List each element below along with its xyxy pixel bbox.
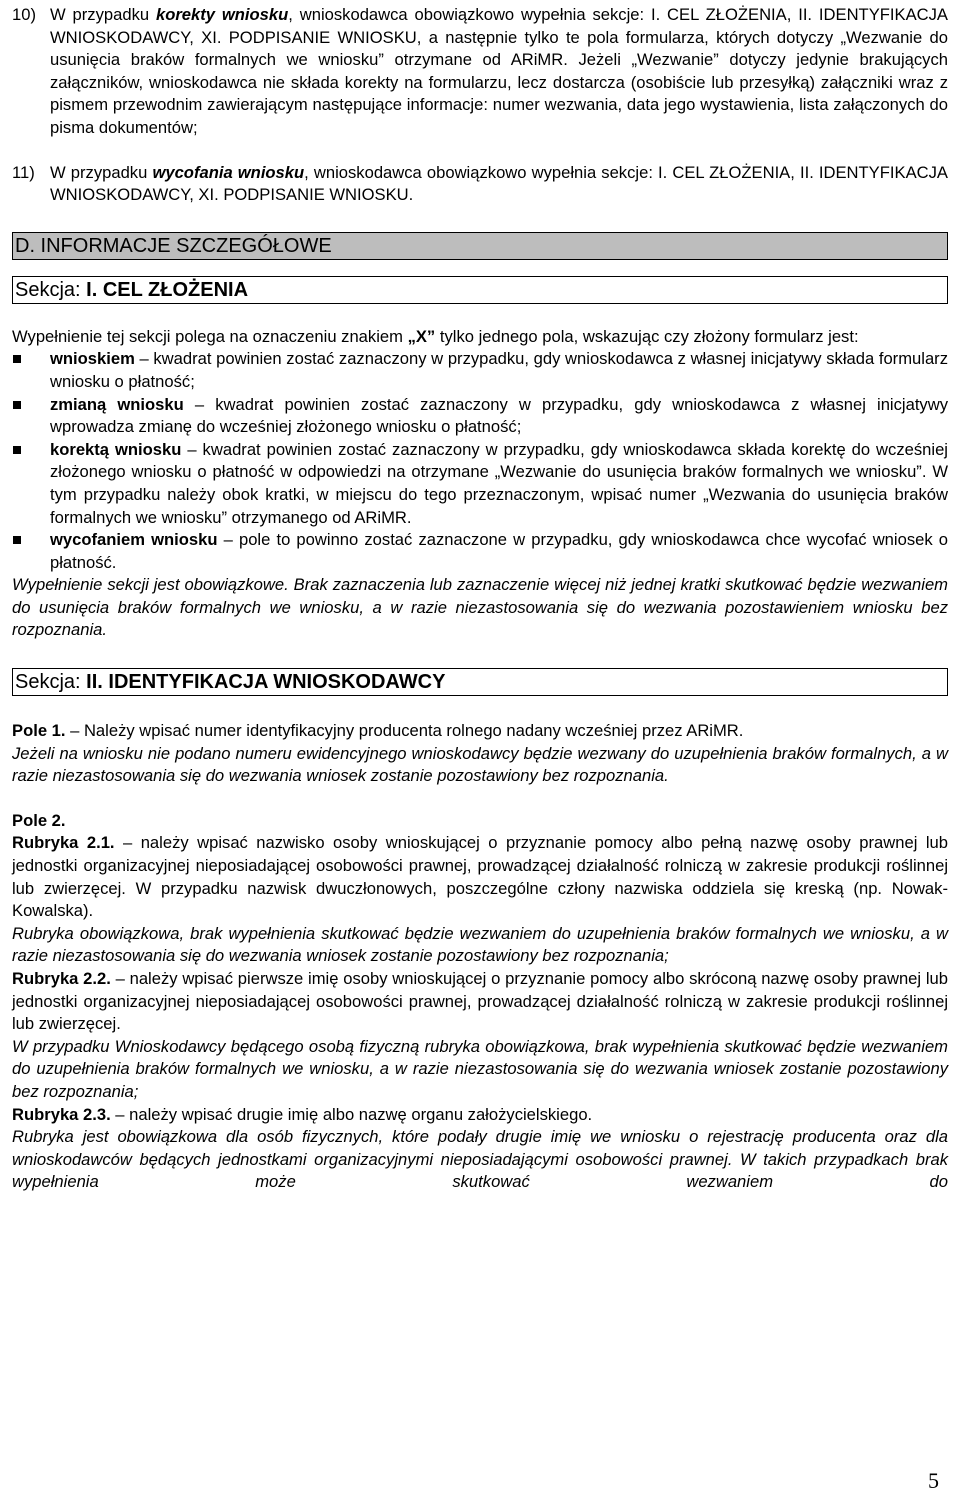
pole-1-note: Jeżeli na wniosku nie podano numeru ewidencyjnego wnioskodawcy będzie wezwany do uzupełnienia braków formalnych, a w razie niezastosowania się do wezwania wniosek zostanie pozostawiony bez rozpoznania. [12,743,948,786]
list-item-10 [12,4,948,140]
item-11-text: W przypadku wycofania wniosku, wnioskodawca obowiązkowo wypełnia sekcje: I. CEL ZŁOŻENIA, II. IDENTYFIKACJA WNIOSKODAWCY, XI. PODPISANIE WNIOSKU. [50,162,948,205]
rubryka-2-3-note: Rubryka jest obowiązkowa dla osób fizycznych, które podały drugie imię we wniosku o rejestrację producenta oraz dla wnioskodawców będących jednostkami organizacyjnymi nieposiadającymi osobowości prawnej. W takich przypadkach brak wypełnienia może skutkować wezwaniem do [12,1127,948,1192]
rubryka-2-2-text: Rubryka 2.2. – należy wpisać pierwsze imię osoby wnioskującej o przyznanie pomocy albo skróconą nazwę osoby prawnej lub jednostki organizacyjnej nieposiadającej osobowości prawnej, prowadzącej działalność rolniczą w zakresie produkcji roślinnej lub zwierzęcej. [12,969,948,1034]
section-1-intro: Wypełnienie tej sekcji polega na oznaczeniu znakiem „X” tylko jednego pola, wskazując czy złożony formularz jest: [12,326,859,346]
page-number: 5 [928,1468,939,1493]
rubryka-2-3-text: Rubryka 2.3. – należy wpisać drugie imię albo nazwę organu założycielskiego. [12,1104,593,1124]
wycofania-wniosku-term: wycofania wniosku [152,162,305,182]
document-page [12,4,948,1194]
section-1-heading: Sekcja: I. CEL ZŁOŻENIA [12,276,948,304]
square-bullet-icon [12,394,50,439]
rubryka-2-1-text: Rubryka 2.1. – należy wpisać nazwisko osoby wnioskującej o przyznanie pomocy albo pełną nazwę osoby prawnej lub jednostki organizacyjnej nieposiadającej osobowości prawnej, prowadzącej działalność rolniczą w zakresie produkcji roślinnej lub zwierzęcej. W przypadku nazwisk dwuczłonowych, poszczególne człony nazwiska oddziela się kreską (np. Nowak-Kowalska). [12,833,949,921]
square-bullet-icon [12,529,50,574]
section-d-heading: D. INFORMACJE SZCZEGÓŁOWE [12,232,948,260]
rubryka-2-1-note: Rubryka obowiązkowa, brak wypełnienia skutkować będzie wezwaniem do uzupełnienia braków formalnych we wniosku, a w razie niezastosowania się do wezwania wniosek zostanie pozostawiony bez rozpoznania; [12,923,948,966]
pole-2-label: Pole 2. [12,810,66,830]
bullet-zmiana-wniosku: zmianą wniosku – kwadrat powinien zostać zaznaczony w przypadku, gdy wnioskodawca z własnej inicjatywy wprowadza zmianę do wcześniej złożonego wniosku o płatność; [12,394,948,439]
item-number: 10) [12,5,36,24]
section-2-heading: Sekcja: II. IDENTYFIKACJA WNIOSKODAWCY [12,668,948,696]
korekty-wniosku-term: korekty wniosku [155,5,289,24]
rubryka-2-2-note: W przypadku Wnioskodawcy będącego osobą fizyczną rubryka obowiązkowa, brak wypełnienia skutkować będzie wezwaniem do uzupełnienia braków formalnych we wniosku, a w razie niezastosowania się do wezwania wniosek zostanie pozostawiony bez rozpoznania; [12,1036,948,1101]
item-10-text: W przypadku korekty wniosku, wnioskodawca obowiązkowo wypełnia sekcje: I. CEL ZŁOŻENIA, II. IDENTYFIKACJA WNIOSKODAWCY, XI. PODPISANIE WNIOSKU, a następnie tylko te pola formularza, których dotyczy „Wezwanie do usunięcia braków formalnych we wniosku” otrzymane od ARiMR. Jeżeli „Wezwanie” dotyczy jedynie brakujących załączników, wnioskodawca nie składa korekty na formularzu, lecz dostarcza (osobiście lub przesyłką) załączniki wraz z pismem przewodnim zawierającym następujące informacje: numer wezwania, data jego wystawienia, lista załączonych do pisma dokumentów; [50,5,948,137]
list-item-11 [12,162,948,207]
x-mark-term: „X” [407,326,436,346]
square-bullet-icon [12,439,50,529]
bullet-korekta-wniosku: korektą wniosku – kwadrat powinien zostać zaznaczony w przypadku, gdy wnioskodawca składa korektę do wcześniej złożonego wniosku o płatność w odpowiedzi na otrzymane „Wezwanie do usunięcia braków formalnych we wniosku”. W tym przypadku należy obok kratki, w miejscu do tego przeznaczonym, wpisać numer „Wezwania do usunięcia braków formalnych we wniosku” otrzymanego od ARiMR. [12,439,948,529]
bullet-wnioskiem: wnioskiem – kwadrat powinien zostać zaznaczony w przypadku, gdy wnioskodawca z własnej inicjatywy składa formularz wniosku o płatność; [12,348,948,393]
pole-1-text: Pole 1. – Należy wpisać numer identyfikacyjny producenta rolnego nadany wcześniej przez ARiMR. [12,721,744,741]
item-number: 11) [12,162,35,182]
bullet-wycofanie-wniosku: wycofaniem wniosku – pole to powinno zostać zaznaczone w przypadku, gdy wnioskodawca chce wycofać wniosek o płatność. [12,529,948,574]
section-1-note: Wypełnienie sekcji jest obowiązkowe. Brak zaznaczenia lub zaznaczenie więcej niż jednej kratki skutkować będzie wezwaniem do usunięcia braków formalnych we wniosku, a w razie niezastosowania się do wezwania pozostawieniem wniosku bez rozpoznania. [12,575,948,640]
square-bullet-icon [12,348,50,393]
